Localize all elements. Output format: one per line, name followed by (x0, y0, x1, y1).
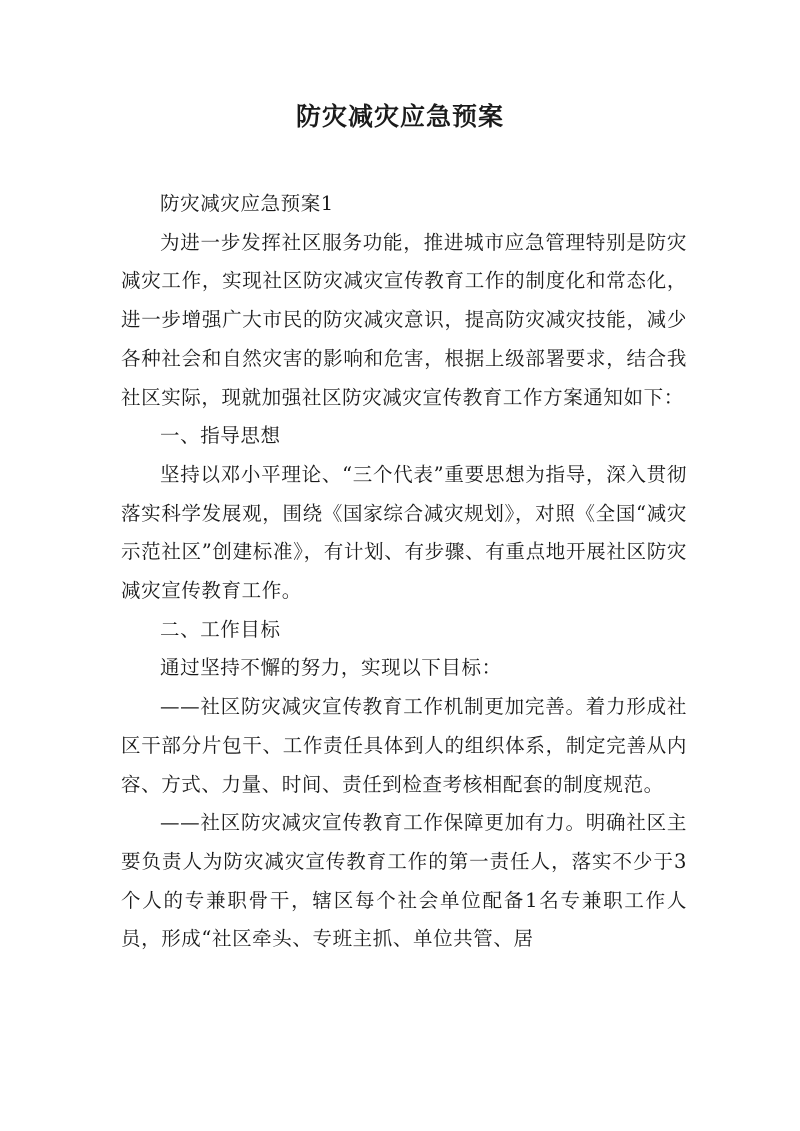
paragraph-intro: 为进一步发挥社区服务功能，推进城市应急管理特别是防灾减灾工作，实现社区防灾减灾宣传教育工作的制度化和常态化，进一步增强广大市民的防灾减灾意识，提高防灾减灾技能，减少各种社会和自然灾害的影响和危害，根据上级部署要求，结合我社区实际，现就加强社区防灾减灾宣传教育工作方案通知如下： (121, 230, 687, 409)
section-heading-work-goals: 二、工作目标 (160, 617, 281, 641)
paragraph-subtitle: 防灾减灾应急预案1 (160, 192, 334, 215)
section-heading-guiding-ideology: 一、指导思想 (160, 424, 281, 448)
paragraph-guiding-ideology: 坚持以邓小平理论、“三个代表”重要思想为指导，深入贯彻落实科学发展观，围绕《国家综合减灾规划》，对照《全国“减灾示范社区”创建标准》，有计划、有步骤、有重点地开展社区防灾减灾宣传教育工作。 (121, 462, 687, 603)
paragraph-goal-guarantee: ——社区防灾减灾宣传教育工作保障更加有力。明确社区主要负责人为防灾减灾宣传教育工作的第一责任人，落实不少于3个人的专兼职骨干，辖区每个社会单位配备1名专兼职工作人员，形成“社区牵头、专班主抓、单位共管、居 (121, 811, 687, 951)
document-title: 防灾减灾应急预案 (295, 102, 504, 131)
document-body (121, 185, 687, 959)
paragraph-goals-intro: 通过坚持不懈的努力，实现以下目标： (160, 656, 502, 680)
paragraph-goal-mechanism: ——社区防灾减灾宣传教育工作机制更加完善。着力形成社区干部分片包干、工作责任具体到人的组织体系，制定完善从内容、方式、力量、时间、责任到检查考核相配套的制度规范。 (121, 695, 687, 796)
